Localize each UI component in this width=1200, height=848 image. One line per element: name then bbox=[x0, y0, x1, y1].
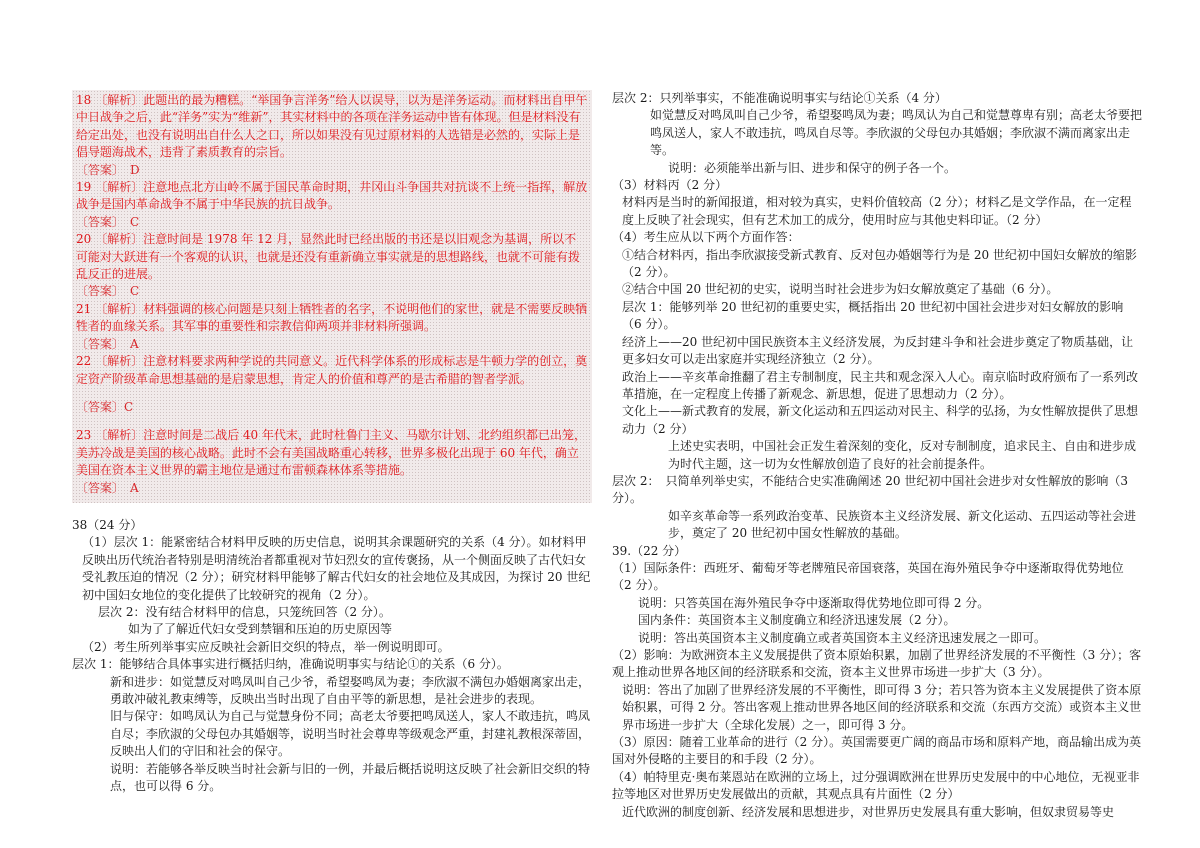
answer-paragraph: 层次 1：能够列举 20 世纪初的重要史实，概括指出 20 世纪初中国社会进步对妇女解放的影响（6 分）。 bbox=[622, 299, 1124, 332]
answer-paragraph: 文化上——新式教育的发展，新文化运动和五四运动对民主、科学的弘扬，为女性解放提供了思想动力（2 分） bbox=[622, 404, 1139, 436]
answer-paragraph: 上述史实表明，中国社会正发生着深刻的变化，反对专制制度，追求民主、自由和进步成为时代主题，这一切为女性解放创造了良好的社会前提条件。 bbox=[668, 439, 1137, 471]
answer-paragraph: 说明：答出英国资本主义制度确立或者英国资本主义经济迅速发展之一即可。 bbox=[638, 630, 1047, 645]
analysis-text: 23 〔解析〕注意时间是二战后 40 年代末，此时杜鲁门主义、马歇尔计划、北约组织都已出笼，美苏冷战是美国的核心战略。此时不会有美国战略重心转移，世界多极化出现于 60 年代，确立美国在资本主义世界的霸主地位是通过布雷顿森林体系等措施。 bbox=[76, 428, 587, 478]
analysis-text: 19 〔解析〕注意地点北方山岭不属于国民革命时期，井冈山斗争国共对抗谈不上统一指挥，解放战争是国内革命战争不属于中华民族的抗日战争。 bbox=[76, 180, 588, 212]
analysis-text: 18 〔解析〕此题出的最为糟糕。“举国争言洋务”给人以误导，以为是洋务运动。而材料出自甲午中日战争之后，此“洋务”实为“维新”，其实材料中的各项在洋务运动中皆有体现。但是材料没有给定出处，也没有说明出自什么人之口，所以如果没有见过原材料的人选错是必然的，实际上是倡导题海战术，违背了素质教育的宗旨。 bbox=[76, 93, 588, 160]
answer-label: 〔答案〕 A bbox=[76, 480, 139, 495]
answer-paragraph: 层次 1：能够结合具体事实进行概括归纳，准确说明事实与结论①的关系（6 分）。 bbox=[72, 657, 509, 672]
answer-paragraph: 国内条件：英国资本主义制度确立和经济迅速发展（2 分）。 bbox=[638, 613, 956, 628]
answer-item-23 bbox=[76, 427, 588, 497]
answer-paragraph: 近代欧洲的制度创新、经济发展和思想进步，对世界历史发展具有重大影响，但奴隶贸易等史 bbox=[622, 804, 1115, 819]
answer-label: 〔答案〕 A bbox=[76, 336, 139, 351]
answer-label: 〔答案〕C bbox=[76, 399, 134, 414]
answer-paragraph: ①结合材料丙，指出李欣淑接受新式教育、反对包办婚姻等行为是 20 世纪初中国妇女解放的缩影（2 分）。 bbox=[622, 247, 1137, 280]
answer-paragraph: 说明：必须能举出新与旧、进步和保守的例子各一个。 bbox=[668, 160, 957, 175]
answer-paragraph: 政治上——辛亥革命推翻了君主专制制度，民主共和观念深入人心。南京临时政府颁布了一系列改革措施，在一定程度上传播了新观念、新思想，促进了思想动力（2 分）。 bbox=[622, 369, 1139, 401]
answer-item-18 bbox=[76, 92, 588, 179]
analysis-text: 20 〔解析〕注意时间是 1978 年 12 月，显然此时已经出版的书还是以旧观念为基调，所以不可能对大跃进有一个客观的认识，也就是还没有重新确立事实就是的思想路线，也就不可能有拨乱反正的进展。 bbox=[76, 232, 581, 282]
analysis-text: 21 〔解析〕材料强调的核心问题是只刻上牺牲者的名字，不说明他们的家世，就是不需要反映牺牲者的血缘关系。其军事的重要性和宗教信仰两项并非材料所强调。 bbox=[76, 301, 588, 334]
answer-paragraph: （1）国际条件：西班牙、葡萄牙等老牌殖民帝国衰落，英国在海外殖民争夺中逐渐取得优势地位（2 分）。 bbox=[612, 560, 1124, 593]
question-38 bbox=[72, 517, 592, 796]
answer-paragraph: 说明：只答英国在海外殖民争夺中逐渐取得优势地位即可得 2 分。 bbox=[638, 595, 990, 610]
question-title: 38（24 分） bbox=[72, 517, 143, 532]
answer-item-20 bbox=[76, 231, 588, 301]
analysis-text: 22 〔解析〕注意材料要求两种学说的共同意义。近代科学体系的形成标志是牛顿力学的创立，奠定资产阶级革命思想基础的是启蒙思想，肯定人的价值和尊严的是古希腊的智者学派。 bbox=[76, 354, 588, 386]
question-39 bbox=[612, 543, 1142, 822]
answer-paragraph: 旧与保守：如鸣凤认为自己与觉慧身份不同；高老太爷要把鸣凤送人，家人不敢违抗，鸣凤自尽；李欣淑的父母包办其婚姻等，说明当时社会尊卑等级观念严重，封建礼教根深蒂固，反映出人们的守旧和社会的保守。 bbox=[110, 709, 591, 759]
answer-item-19 bbox=[76, 179, 588, 231]
answer-key-box bbox=[72, 90, 592, 503]
answer-paragraph: 新和进步：如觉慧反对鸣凤叫自己少爷，希望娶鸣凤为妻；李欣淑不满包办婚姻离家出走，勇敢冲破礼教束缚等，反映出当时出现了自由平等的新思想，是社会进步的表现。 bbox=[110, 674, 591, 706]
answer-paragraph: （3）原因：随着工业革命的进行（2 分）。英国需要更广阔的商品市场和原料产地，商品输出成为英国对外侵略的主要目的和手段（2 分）。 bbox=[612, 735, 1142, 767]
answer-paragraph: 材料丙是当时的新闻报道，相对较为真实，史料价值较高（2 分）；材料乙是文学作品，在一定程度上反映了社会现实，但有艺术加工的成分，使用时应与其他史料印证。（2 分） bbox=[622, 195, 1132, 227]
answer-paragraph: （4）帕特里克·奥布莱恩站在欧洲的立场上，过分强调欧洲在世界历史发展中的中心地位，无视亚非拉等地区对世界历史发展做出的贡献，其观点具有片面性（2 分） bbox=[612, 769, 1140, 802]
answer-paragraph: 层次 2：只列举事实，不能准确说明事实与结论①关系（4 分） bbox=[612, 91, 947, 105]
question-title: 39.（22 分） bbox=[612, 543, 687, 558]
answer-item-21 bbox=[76, 301, 588, 353]
answer-paragraph: 经济上——20 世纪初中国民族资本主义经济发展，为反封建斗争和社会进步奠定了物质基础，让更多妇女可以走出家庭并实现经济独立（2 分）。 bbox=[622, 334, 1134, 367]
answer-item-22 bbox=[76, 353, 588, 427]
answer-paragraph: 层次 2： 只简单列举史实，不能结合史实准确阐述 20 世纪初中国社会进步对女性解放的影响（3 分）。 bbox=[612, 473, 1128, 506]
question-38-continued bbox=[612, 90, 1142, 543]
answer-paragraph: （2）考生所列举事实应反映社会新旧交织的特点，举一例说明即可。 bbox=[82, 639, 450, 654]
right-column bbox=[612, 90, 1142, 821]
answer-paragraph: （2）影响：为欧洲资本主义发展提供了资本原始积累，加剧了世界经济发展的不平衡性（3 分）；客观上推动世界各地区间的经济联系和交流，资本主义世界市场进一步扩大（3 分）。 bbox=[612, 648, 1142, 680]
answer-paragraph: 层次 2：没有结合材料甲的信息，只笼统回答（2 分）。 bbox=[98, 604, 391, 619]
answer-paragraph: 说明：若能够各举反映当时社会新与旧的一例，并最后概括说明这反映了社会新旧交织的特点，也可以得 6 分。 bbox=[110, 761, 591, 794]
answer-paragraph: 如为了了解近代妇女受到禁锢和压迫的历史原因等 bbox=[128, 622, 393, 637]
answer-paragraph: ②结合中国 20 世纪初的史实，说明当时社会进步为妇女解放奠定了基础（6 分）。 bbox=[622, 282, 1059, 297]
answer-paragraph: 如觉慧反对鸣凤叫自己少爷，希望娶鸣凤为妻；鸣凤认为自己和觉慧尊卑有别；高老太爷要把鸣凤送人，家人不敢违抗，鸣凤自尽等。李欣淑的父母包办其婚姻；李欣淑不满而离家出走等。 bbox=[650, 108, 1143, 158]
answer-paragraph: 说明：答出了加剧了世界经济发展的不平衡性，即可得 3 分；若只答为资本主义发展提供了资本原始积累，可得 2 分。答出客观上推动世界各地区间的经济联系和交流（东西方交流）或资本主义世界市场进一步扩大（全球化发展）之一，即可得 3 分。 bbox=[622, 682, 1142, 732]
left-column bbox=[72, 90, 592, 795]
answer-label: 〔答案〕 C bbox=[76, 284, 140, 299]
answer-paragraph: 如辛亥革命等一系列政治变革、民族资本主义经济发展、新文化运动、五四运动等社会进步，奠定了 20 世纪初中国女性解放的基础。 bbox=[668, 508, 1137, 541]
answer-paragraph: （1）层次 1：能紧密结合材料甲反映的历史信息，说明其余课题研究的关系（4 分）。如材料甲反映出历代统治者特别是明清统治者都重视对节妇烈女的宣传褒扬，从一个侧面反映了古代妇女受礼教压迫的情况（2 分）；研究材料甲能够了解古代妇女的社会地位及其成因，为探讨 20 世纪初中国妇女地位的变化提供了比较研究的视角（2 分）。 bbox=[82, 535, 591, 602]
answer-label: 〔答案〕 D bbox=[76, 162, 140, 177]
answer-paragraph: （4）考生应从以下两个方面作答： bbox=[612, 230, 800, 245]
answer-label: 〔答案〕 C bbox=[76, 214, 140, 229]
answer-paragraph: （3）材料丙（2 分） bbox=[612, 178, 728, 193]
